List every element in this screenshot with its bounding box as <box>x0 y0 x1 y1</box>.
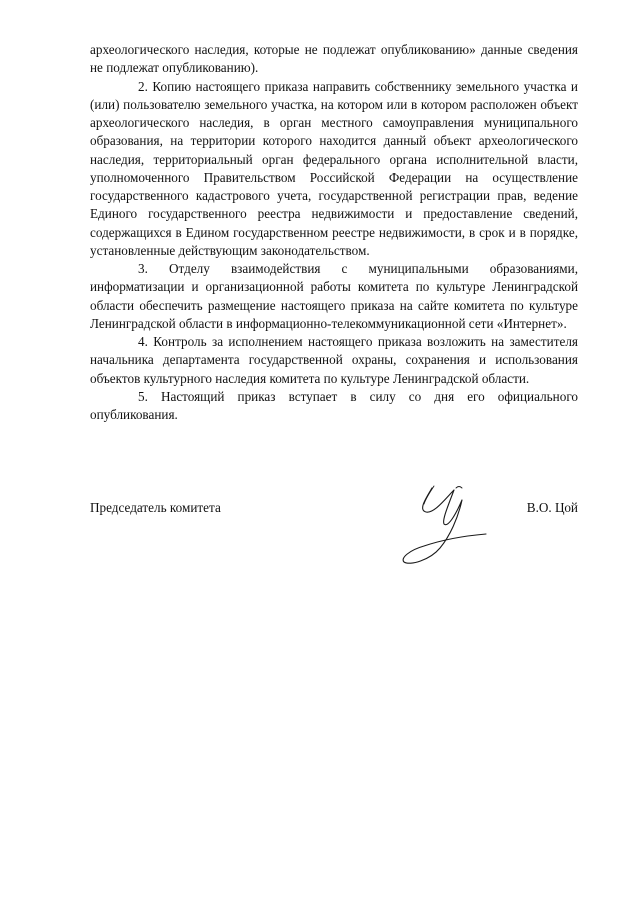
paragraph-item-2: 2. Копию настоящего приказа направить собственнику земельного участка и (или) пользователю земельного участка, на котором или в котором расположен объект археологического наследия, в орган местного самоуправления муниципального образования, на территории которого находится данный объект археологического наследия, территориальный орган федерального органа исполнительной власти, уполномоченного Правительством Российской Федерации на осуществление государственного кадастрового учета, государственной регистрации прав, ведение Единого государственного реестра недвижимости и предоставление сведений, содержащихся в Едином государственном реестре недвижимости, в срок и в порядке, установленные действующим законодательством. <box>90 78 578 258</box>
signatory-position: Председатель комитета <box>90 500 221 515</box>
document-body <box>90 41 578 424</box>
paragraph-continuation: археологического наследия, которые не подлежат опубликованию» данные сведения не подлежат опубликованию). <box>90 42 578 76</box>
handwritten-signature-icon <box>396 470 496 570</box>
signatory-name: В.О. Цой <box>526 500 578 515</box>
signature-block <box>90 498 578 518</box>
paragraph-item-5: 5. Настоящий приказ вступает в силу со дня его официального опубликования. <box>90 388 578 422</box>
paragraph-item-3: 3. Отделу взаимодействия с муниципальными образованиями, информатизации и организационной работы комитета по культуре Ленинградской области обеспечить размещение настоящего приказа на сайте комитета по культуре Ленинградской области в информационно-телекоммуникационной сети «Интернет». <box>90 261 578 331</box>
paragraph-item-4: 4. Контроль за исполнением настоящего приказа возложить на заместителя начальника департамента государственной охраны, сохранения и использования объектов культурного наследия комитета по культуре Ленинградской области. <box>90 334 578 386</box>
